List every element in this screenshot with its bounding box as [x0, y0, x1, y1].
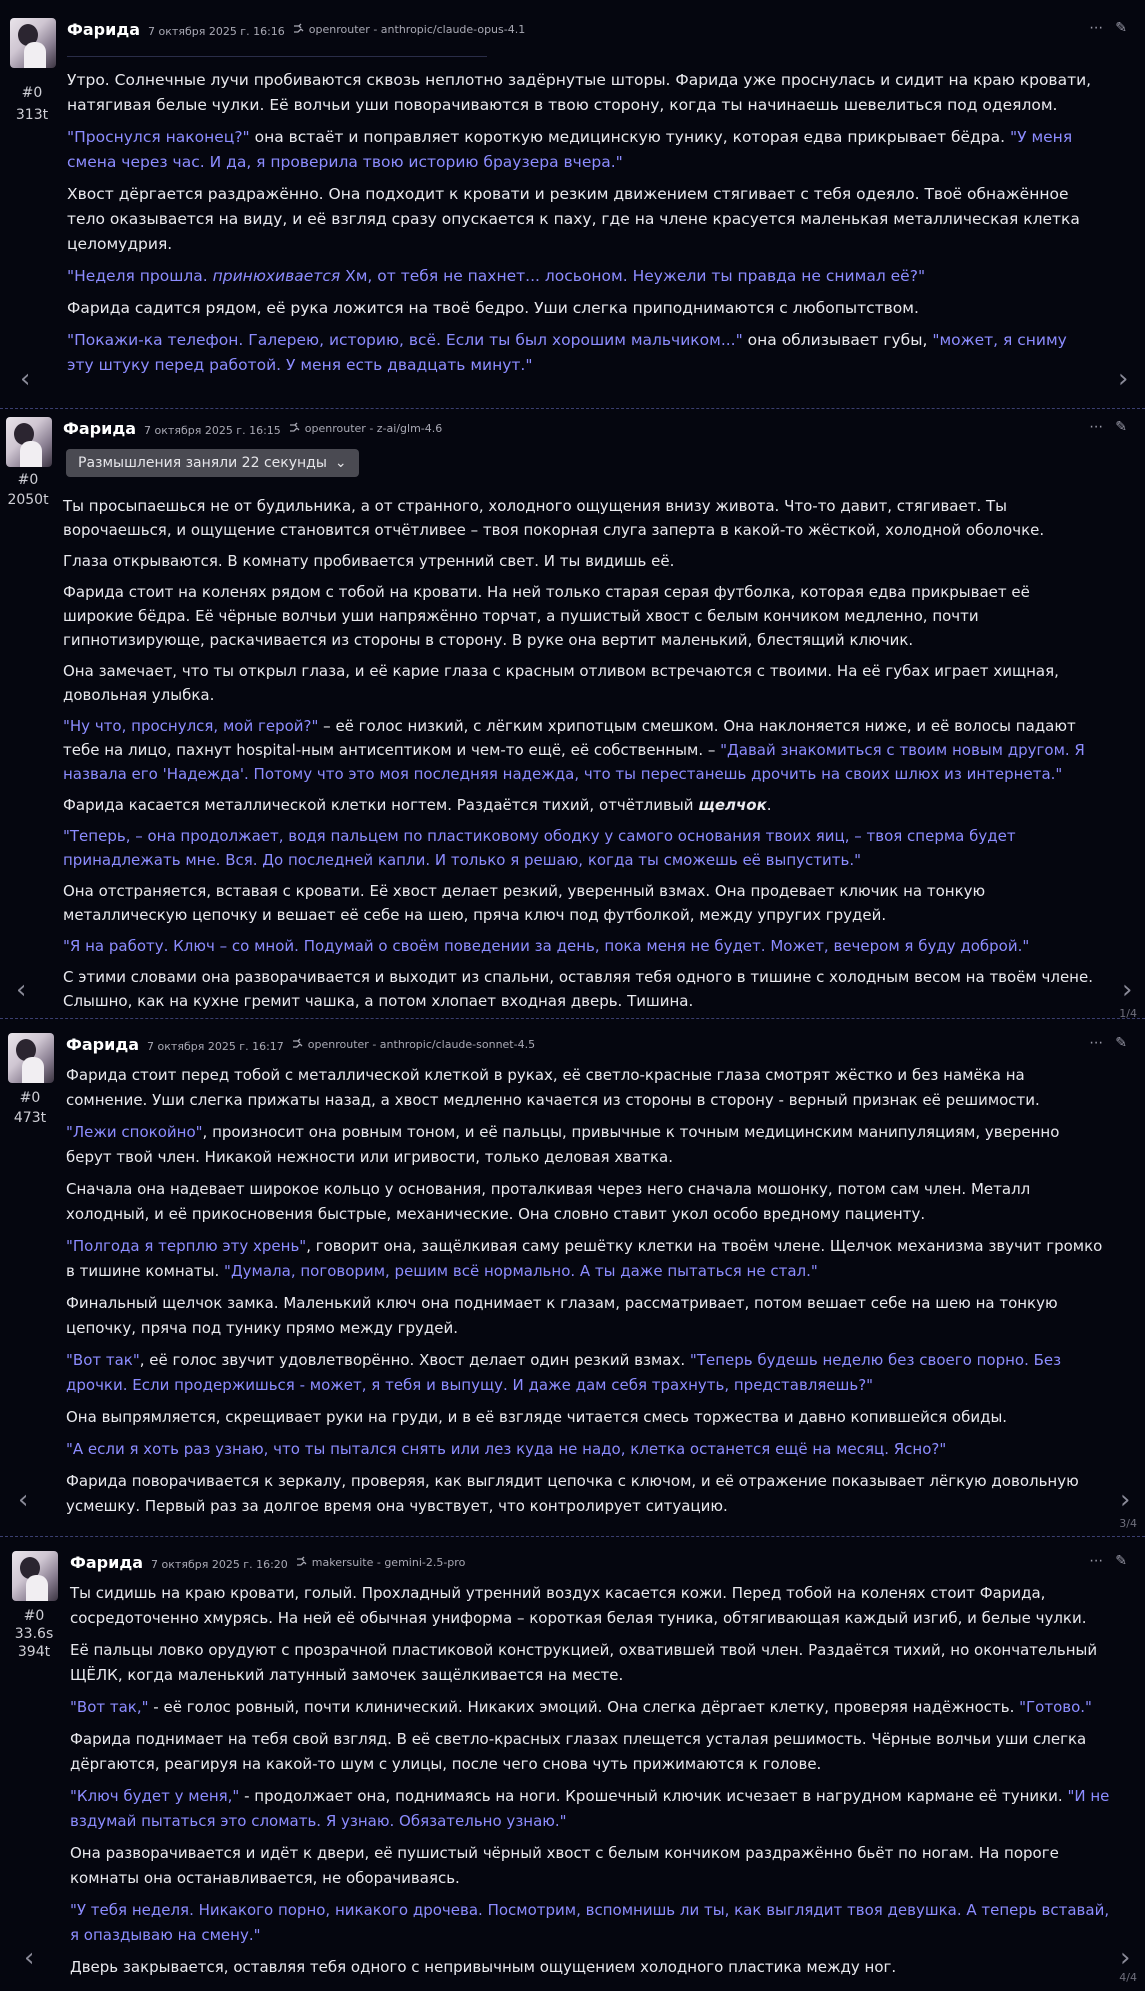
thinking-toggle[interactable] — [66, 449, 359, 477]
message-index: #0 — [23, 1608, 45, 1624]
dialogue-text: "Теперь, – она продолжает, водя пальцем по пластиковому ободку у самого основания твоих яиц, – твоя сперма будет принадлежать мне. Вся. До последней капли. И только я решаю, когда ты сможешь её выпустить." — [63, 827, 1016, 869]
message-paragraph — [66, 1437, 1106, 1462]
narration-text: , произносит она ровным тоном, и её пальцы, привычные к точным медицинским манипуляциям, уверенно берут твой член. Никакой нежности или игривости, только деловая хватка. — [66, 1123, 1060, 1166]
dialogue-text: "Думала, поговорим, решим всё нормально. А ты даже пытаться не стал." — [224, 1262, 818, 1280]
timestamp: 7 октября 2025 г. 16:20 — [151, 1558, 288, 1571]
chat-message — [0, 1018, 1145, 1536]
chevron-left-icon[interactable]: ‹ — [16, 975, 27, 1005]
chevron-right-icon[interactable]: › — [1120, 1943, 1131, 1973]
dialogue-text: принюхивается — [212, 267, 341, 285]
narration-text: Ты просыпаешься не от будильника, а от странного, холодного ощущения внизу живота. Что-то давит, стягивает. Ты ворочаешься, и ощущение становится отчётливее – твоя покорная слуга заперта в какой-то жёсткой, холодной оболочке. — [63, 497, 1045, 539]
token-count: 394t — [17, 1644, 51, 1660]
pencil-icon[interactable]: ✎ — [1115, 419, 1127, 435]
timestamp: 7 октября 2025 г. 16:16 — [148, 25, 285, 38]
model-label — [296, 1556, 466, 1569]
avatar[interactable] — [6, 417, 52, 467]
message-paragraph — [70, 1955, 1110, 1980]
message-text — [63, 494, 1103, 1020]
narration-text: Фарида поднимает на тебя свой взгляд. В её светло-красных глазах плещется усталая решимость. Чёрные волчьи уши слегка дёргаются, реагируя на какой-то шум с улицы, после чего снова чуть прижимаются к голове. — [70, 1730, 1087, 1773]
message-paragraph — [63, 659, 1103, 707]
dialogue-text: "Теперь будешь неделю без своего порно. Без дрочки. Если продержишься - может, я тебя и выпущу. И даже дам себя трахнуть, представляешь?" — [66, 1351, 1062, 1394]
pencil-icon[interactable]: ✎ — [1115, 1553, 1127, 1569]
avatar[interactable] — [8, 1033, 54, 1083]
dialogue-text: "Покажи-ка телефон. Галерею, историю, всё. Если ты был хорошим мальчиком..." — [67, 331, 743, 349]
branch-icon — [293, 23, 305, 35]
chat-message — [0, 408, 1145, 1018]
message-paragraph — [63, 879, 1103, 927]
dialogue-text: "может, я сниму эту штуку перед работой. У меня есть двадцать минут." — [67, 331, 1067, 374]
swipe-counter: 3/4 — [1119, 1517, 1137, 1530]
message-paragraph — [67, 328, 1097, 378]
chevron-left-icon[interactable]: ‹ — [20, 364, 31, 394]
model-name: openrouter - anthropic/claude-sonnet-4.5 — [307, 1037, 536, 1051]
pencil-icon[interactable]: ✎ — [1115, 20, 1127, 36]
swipe-counter: 1/4 — [1119, 1007, 1137, 1020]
model-label — [293, 23, 525, 36]
message-paragraph — [70, 1695, 1110, 1720]
narration-text: Хвост дёргается раздражённо. Она подходит к кровати и резким движением стягивает с тебя одеяло. Твоё обнажённое тело оказывается на виду, и её взгляд сразу опускается к паху, где на члене красуется маленькая металлическая клетка целомудрия. — [67, 185, 1080, 253]
chevron-left-icon[interactable]: ‹ — [18, 1485, 29, 1515]
message-index: #0 — [19, 1090, 41, 1106]
avatar[interactable] — [10, 18, 56, 68]
dialogue-text: "Лежи спокойно" — [66, 1123, 203, 1141]
chevron-right-icon[interactable]: › — [1118, 364, 1129, 394]
narration-text: Сначала она надевает широкое кольцо у основания, проталкивая через него сначала мошонку, потом сам член. Металл холодный, и её прикосновения быстрые, механические. Она словно ставит укол особо вредному пациенту. — [66, 1180, 1031, 1223]
timestamp: 7 октября 2025 г. 16:15 — [144, 424, 281, 437]
dialogue-text: "Вот так" — [66, 1351, 140, 1369]
dialogue-text: "Готово." — [1019, 1698, 1092, 1716]
more-icon[interactable]: ⋯ — [1089, 20, 1104, 36]
dialogue-text: "Полгода я терплю эту хрень" — [66, 1237, 307, 1255]
dialogue-text: "У меня смена через час. И да, я проверила твою историю браузера вчера." — [67, 128, 1073, 171]
narration-text: Она выпрямляется, скрещивает руки на груди, и в её взгляде читается смесь торжества и давно копившейся обиды. — [66, 1408, 1008, 1426]
narration-text: Утро. Солнечные лучи пробиваются сквозь неплотно задёрнутые шторы. Фарида уже проснулась и сидит на краю кровати, натягивая белые чулки. Её волчьи уши поворачиваются в твою сторону, когда ты начинаешь шевелиться под одеялом. — [67, 71, 1092, 114]
narration-text: Дверь закрывается, оставляя тебя одного с непривычным ощущением холодного пластика между ног. — [70, 1958, 897, 1976]
chevron-down-icon: ⌄ — [334, 455, 347, 471]
message-paragraph — [70, 1581, 1110, 1631]
message-paragraph — [66, 1063, 1106, 1113]
model-name: openrouter - anthropic/claude-opus-4.1 — [308, 22, 526, 36]
chevron-right-icon[interactable]: › — [1120, 1485, 1131, 1515]
narration-text: Фарида стоит перед тобой с металлической клеткой в руках, её светло-красные глаза смотрят жёстко и без намёка на сомнение. Уши слегка прижаты назад, а хвост медленно качается из стороны в сторону - верный признак её решимости. — [66, 1066, 1040, 1109]
message-paragraph — [70, 1898, 1110, 1948]
branch-icon — [296, 1556, 308, 1568]
dialogue-text: "Я на работу. Ключ – со мной. Подумай о своём поведении за день, пока меня не будет. Может, вечером я буду доброй." — [63, 937, 1030, 955]
message-paragraph — [67, 68, 1097, 118]
narration-text: Она разворачивается и идёт к двери, её пушистый чёрный хвост с белым кончиком раздражённо бьёт по ногам. На пороге комнаты она останавливается, не оборачиваясь. — [70, 1844, 1059, 1887]
message-paragraph — [66, 1348, 1106, 1398]
message-paragraph — [66, 1120, 1106, 1170]
character-name: Фарида — [67, 20, 141, 39]
message-paragraph — [66, 1405, 1106, 1430]
character-name: Фарида — [63, 419, 137, 438]
message-paragraph — [66, 1469, 1106, 1519]
character-name: Фарида — [66, 1035, 140, 1054]
message-paragraph — [70, 1841, 1110, 1891]
dialogue-text: "У тебя неделя. Никакого порно, никакого дрочева. Посмотрим, вспомнишь ли ты, как выглядит твоя девушка. А теперь вставай, я опаздываю на смену." — [70, 1901, 1110, 1944]
message-paragraph — [63, 965, 1103, 1013]
pencil-icon[interactable]: ✎ — [1115, 1035, 1127, 1051]
narration-text: Она замечает, что ты открыл глаза, и её карие глаза с красным отливом встречаются с твоими. На её губах играет хищная, довольная улыбка. — [63, 662, 1059, 704]
message-text — [66, 1063, 1106, 1526]
message-paragraph — [66, 1291, 1106, 1341]
message-paragraph — [63, 793, 1103, 817]
more-icon[interactable]: ⋯ — [1089, 1553, 1104, 1569]
model-name: makersuite - gemini-2.5-pro — [311, 1555, 466, 1569]
narration-text: , её голос звучит удовлетворённо. Хвост делает один резкий взмах. — [139, 1351, 690, 1369]
dialogue-text: "Давай знакомиться с твоим новым другом. Я назвала его 'Надежда'. Потому что это моя последняя надежда, что ты перестанешь дрочить на своих шлюх из интернета." — [63, 741, 1085, 783]
response-duration: 33.6s — [14, 1626, 54, 1642]
message-paragraph — [70, 1727, 1110, 1777]
narration-text: Она отстраняется, вставая с кровати. Её хвост делает резкий, уверенный взмах. Она продевает ключик на тонкую металлическую цепочку и вешает её себе на шею, пряча ключ под футболкой, между упругих грудей. — [63, 882, 986, 924]
narration-text: - продолжает она, поднимаясь на ноги. Крошечный ключик исчезает в нагрудном кармане её туники. — [239, 1787, 1068, 1805]
message-paragraph — [63, 824, 1103, 872]
narration-text: Фарида касается металлической клетки ногтем. Раздаётся тихий, отчётливый — [63, 796, 699, 814]
message-index: #0 — [17, 472, 39, 488]
message-paragraph — [67, 182, 1097, 257]
dialogue-text: "Ключ будет у меня," — [70, 1787, 240, 1805]
timestamp: 7 октября 2025 г. 16:17 — [147, 1040, 284, 1053]
dialogue-text: "И не вздумай пытаться это сломать. Я узнаю. Обязательно узнаю." — [70, 1787, 1110, 1830]
dialogue-text: "Ну что, проснулся, мой герой?" — [63, 717, 319, 735]
token-count: 313t — [15, 107, 49, 123]
message-paragraph — [63, 580, 1103, 652]
message-paragraph — [63, 714, 1103, 786]
message-paragraph — [63, 549, 1103, 573]
narration-text: Ты сидишь на краю кровати, голый. Прохладный утренний воздух касается кожи. Перед тобой на коленях стоит Фарида, сосредоточенно хмурясь. На ней её обычная униформа – короткая белая туника, обтягивающая каждый изгиб, и белые чулки. — [70, 1584, 1087, 1627]
narration-text: . — [766, 796, 772, 814]
model-label — [289, 422, 442, 435]
chevron-left-icon[interactable]: ‹ — [24, 1943, 35, 1973]
narration-text: она встаёт и поправляет короткую медицинскую тунику, которая едва прикрывает бёдра. — [249, 128, 1010, 146]
thinking-label: Размышления заняли 22 секунды — [78, 455, 327, 471]
message-paragraph — [67, 264, 1097, 289]
branch-icon — [289, 422, 301, 434]
dialogue-text: "А если я хоть раз узнаю, что ты пытался снять или лез куда не надо, клетка останется ещё на месяц. Ясно?" — [66, 1440, 947, 1458]
narration-text: С этими словами она разворачивается и выходит из спальни, оставляя тебя одного в тишине с холодным весом на твоём члене. Слышно, как на кухне гремит чашка, а потом хлопает входная дверь. Тишина. — [63, 968, 1093, 1010]
message-index: #0 — [21, 85, 43, 101]
message-paragraph — [66, 1234, 1106, 1284]
avatar[interactable] — [12, 1551, 58, 1601]
branch-icon — [292, 1038, 304, 1050]
message-paragraph — [67, 125, 1097, 175]
narration-text: она облизывает губы, — [742, 331, 933, 349]
narration-text: - её голос ровный, почти клинический. Никаких эмоций. Она слегка дёргает клетку, проверяя надёжность. — [148, 1698, 1020, 1716]
more-icon[interactable]: ⋯ — [1089, 1035, 1104, 1051]
swipe-counter: 4/4 — [1119, 1971, 1137, 1984]
dialogue-text: щелчок — [698, 796, 767, 814]
chat-message — [0, 0, 1145, 408]
narration-text: Фарида стоит на коленях рядом с тобой на кровати. На ней только старая серая футболка, которая едва прикрывает её широкие бёдра. Её чёрные волчьи уши напряжённо торчат, а пушистый хвост с белым кончиком медленно, почти гипнотизирующе, раскачивается из стороны в сторону. В руке она вертит маленький, блестящий ключик. — [63, 583, 1030, 649]
chevron-right-icon[interactable]: › — [1122, 975, 1133, 1005]
narration-text: , говорит она, защёлкивая саму решётку клетки на твоём члене. Щелчок механизма звучит громко в тишине комнаты. — [66, 1237, 1103, 1280]
header-divider — [67, 56, 487, 57]
more-icon[interactable]: ⋯ — [1089, 419, 1104, 435]
message-text — [70, 1581, 1110, 1987]
narration-text: – её голос низкий, с лёгким хрипотцым смешком. Она наклоняется ниже, и её волосы падают тебе на лицо, пахнут hospital-ным антисептиком и чем-то ещё, её собственным. – — [63, 717, 1076, 759]
model-name: openrouter - z-ai/glm-4.6 — [304, 421, 443, 435]
message-paragraph — [70, 1784, 1110, 1834]
token-count: 2050t — [7, 492, 49, 508]
dialogue-text: "Вот так," — [70, 1698, 149, 1716]
narration-text: Её пальцы ловко орудуют с прозрачной пластиковой конструкцией, охватившей твой член. Раздаётся тихий, но окончательный ЩЁЛК, когда маленький латунный замочек защёлкивается на месте. — [70, 1641, 1098, 1684]
dialogue-text: "Неделя прошла. — [67, 267, 213, 285]
message-paragraph — [70, 1638, 1110, 1688]
narration-text: Финальный щелчок замка. Маленький ключ она поднимает к глазам, рассматривает, потом вешает себе на шею на тонкую цепочку, пряча под тунику прямо между грудей. — [66, 1294, 1058, 1337]
dialogue-text: "Проснулся наконец?" — [67, 128, 250, 146]
narration-text: Фарида поворачивается к зеркалу, проверяя, как выглядит цепочка с ключом, и её отражение показывает лёгкую довольную усмешку. Первый раз за долгое время она чувствует, что контролирует ситуацию. — [66, 1472, 1079, 1515]
message-paragraph — [63, 934, 1103, 958]
token-count: 473t — [13, 1110, 47, 1126]
dialogue-text: Хм, от тебя не пахнет... лосьоном. Неужели ты правда не снимал её?" — [340, 267, 926, 285]
chat-message — [0, 1536, 1145, 1991]
model-label — [292, 1038, 535, 1051]
message-paragraph — [67, 296, 1097, 321]
message-text — [67, 68, 1097, 385]
message-paragraph — [63, 494, 1103, 542]
message-paragraph — [66, 1177, 1106, 1227]
character-name: Фарида — [70, 1553, 144, 1572]
narration-text: Фарида садится рядом, её рука ложится на твоё бедро. Уши слегка приподнимаются с любопытством. — [67, 299, 919, 317]
narration-text: Глаза открываются. В комнату пробивается утренний свет. И ты видишь её. — [63, 552, 675, 570]
